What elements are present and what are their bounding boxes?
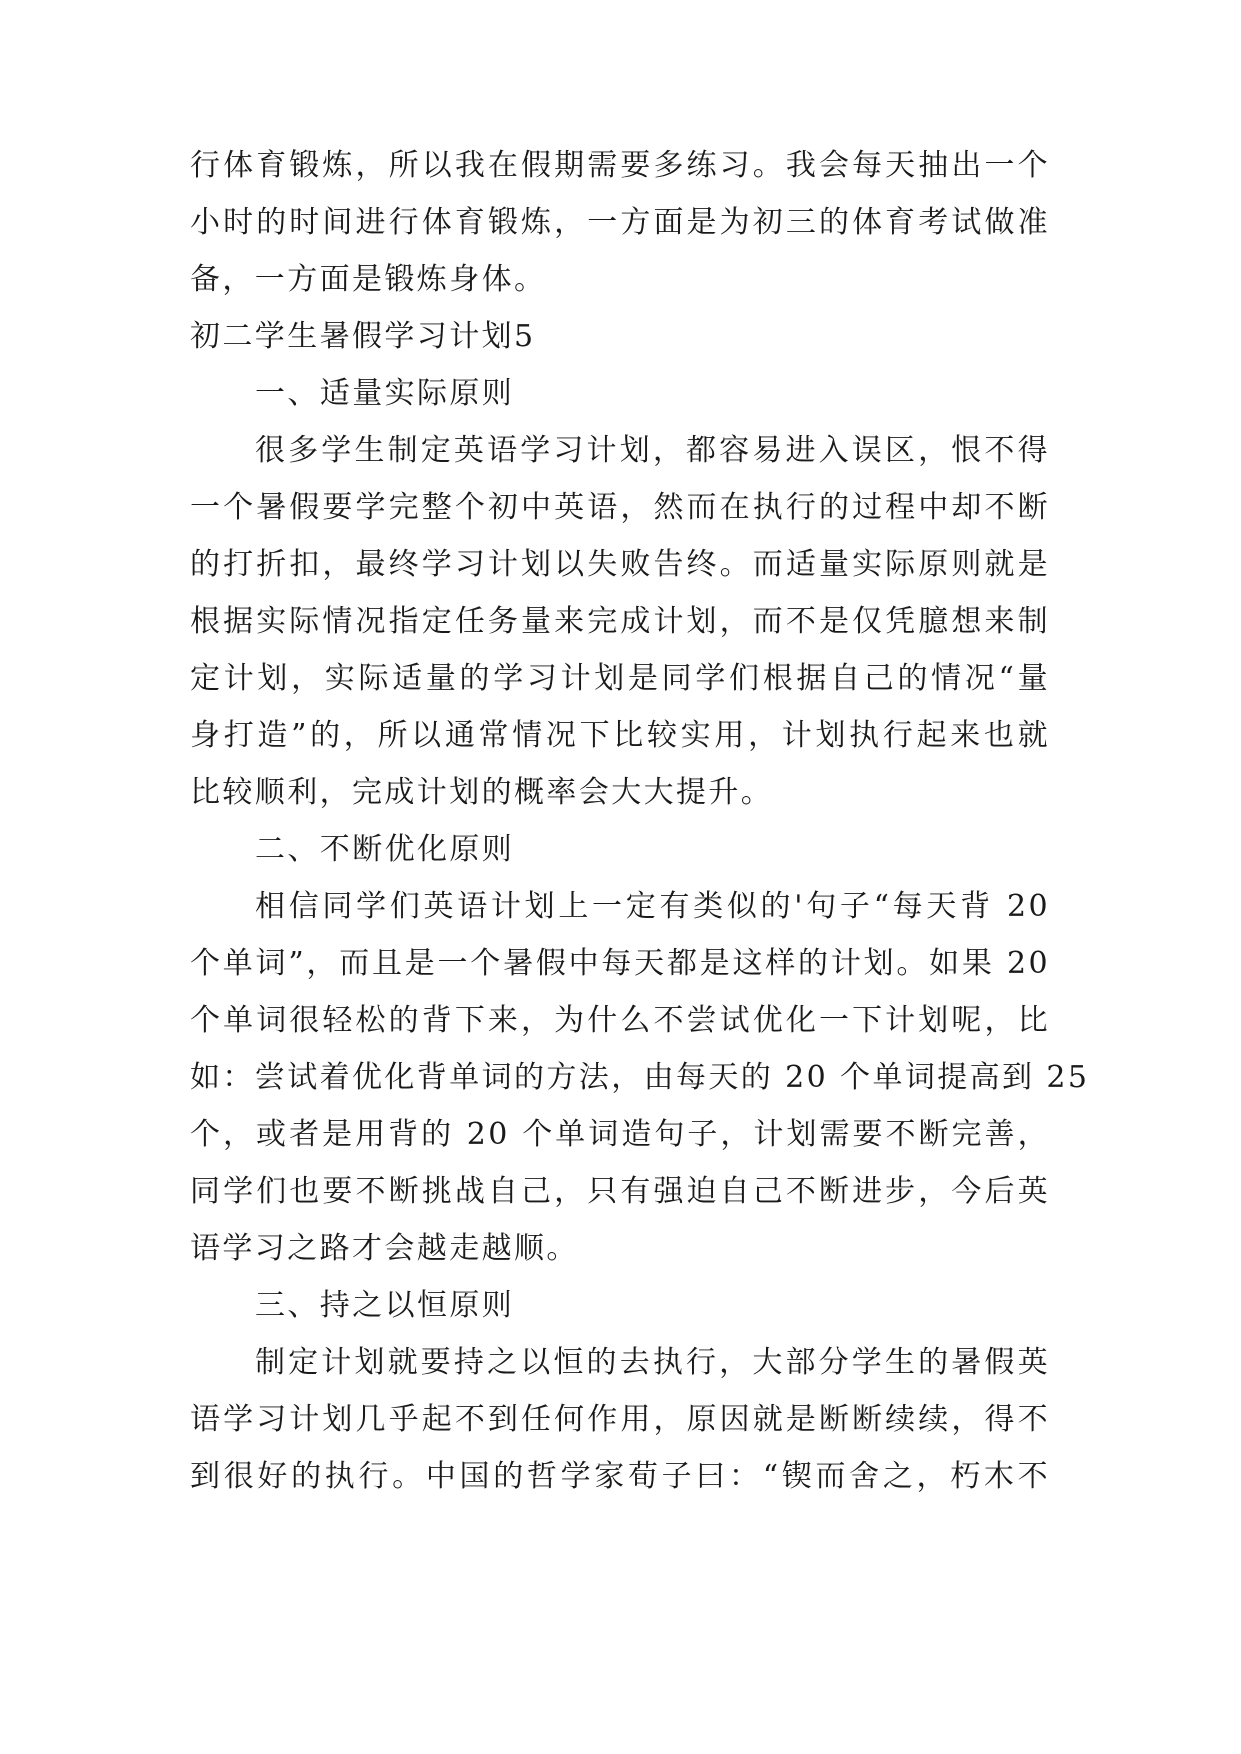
body-line: 比较顺利，完成计划的概率会大大提升。	[190, 775, 774, 810]
section-heading: 一、适量实际原则	[255, 376, 515, 411]
body-line: 小时的时间进行体育锻炼，一方面是为初三的体育考试做准	[190, 205, 1050, 240]
body-line: 一个暑假要学完整个初中英语，然而在执行的过程中却不断	[190, 490, 1050, 525]
body-line: 语学习计划几乎起不到任何作用，原因就是断断续续，得不	[190, 1402, 1050, 1437]
body-line: 身打造”的，所以通常情况下比较实用，计划执行起来也就	[190, 718, 1050, 753]
body-line: 很多学生制定英语学习计划，都容易进入误区，恨不得	[255, 433, 1050, 468]
body-line: 的打折扣，最终学习计划以失败告终。而适量实际原则就是	[190, 547, 1050, 582]
body-line: 语学习之路才会越走越顺。	[190, 1231, 579, 1266]
body-line: 行体育锻炼，所以我在假期需要多练习。我会每天抽出一个	[190, 148, 1050, 183]
body-line: 相信同学们英语计划上一定有类似的'句子“每天背 20	[255, 889, 1050, 924]
section-title: 初二学生暑假学习计划5	[190, 319, 536, 354]
section-heading: 三、持之以恒原则	[255, 1288, 515, 1323]
body-line: 定计划，实际适量的学习计划是同学们根据自己的情况“量	[190, 661, 1050, 696]
body-line: 根据实际情况指定任务量来完成计划，而不是仅凭臆想来制	[190, 604, 1050, 639]
body-line: 个单词很轻松的背下来，为什么不尝试优化一下计划呢，比	[190, 1003, 1050, 1038]
body-line: 制定计划就要持之以恒的去执行，大部分学生的暑假英	[255, 1345, 1050, 1380]
body-line: 如：尝试着优化背单词的方法，由每天的 20 个单词提高到 25	[190, 1060, 1090, 1095]
body-line: 个单词”，而且是一个暑假中每天都是这样的计划。如果 20	[190, 946, 1050, 981]
section-heading: 二、不断优化原则	[255, 832, 515, 867]
body-line: 同学们也要不断挑战自己，只有强迫自己不断进步，今后英	[190, 1174, 1050, 1209]
body-line: 到很好的执行。中国的哲学家荀子曰：“锲而舍之，朽木不	[190, 1459, 1050, 1494]
body-line: 个，或者是用背的 20 个单词造句子，计划需要不断完善，	[190, 1117, 1050, 1152]
body-line: 备，一方面是锻炼身体。	[190, 262, 547, 297]
